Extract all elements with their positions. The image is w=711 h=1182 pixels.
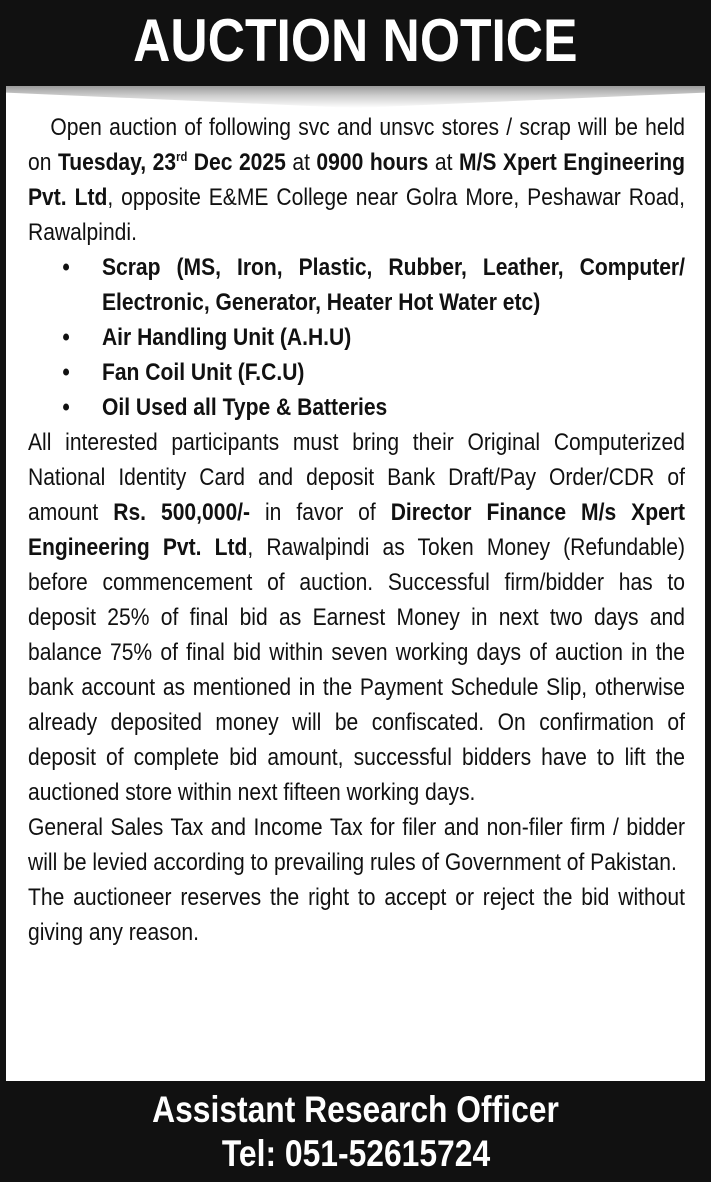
intro-text: at [428, 149, 459, 176]
list-item [28, 320, 685, 355]
auction-venue: M/S Xpert Engineering Pvt. Ltd [28, 149, 686, 211]
token-amount: Rs. 500,000/- [113, 499, 251, 526]
notice-footer [0, 1081, 711, 1182]
payee-name: Director Finance M/s Xpert Engineering Pvt. Ltd [28, 499, 686, 561]
intro-text: Open auction of following svc and unsvc stores / scrap will be held on [28, 114, 685, 176]
list-item-text: Oil Used all Type & Batteries [101, 394, 388, 421]
intro-text: , opposite E&ME College near Golra More, Peshawar Road, Rawalpindi. [28, 184, 685, 246]
item-list [28, 250, 685, 425]
list-item [28, 390, 685, 425]
notice-body [6, 86, 705, 1081]
officer-title: Assistant Research Officer [152, 1088, 559, 1130]
contact-phone: Tel: 051-52615724 [221, 1132, 490, 1174]
list-item [28, 355, 685, 390]
list-item-text: Scrap (MS, Iron, Plastic, Rubber, Leather, Computer/ Electronic, Generator, Heater Hot Water etc) [101, 254, 685, 316]
intro-text: at [285, 149, 317, 176]
header-shadow-divider [6, 86, 705, 108]
notice-title: AUCTION NOTICE [133, 6, 578, 74]
auction-day-suffix: rd [176, 148, 188, 164]
participants-paragraph [28, 425, 685, 810]
bullet-icon: • [62, 359, 70, 386]
auction-time: 0900 hours [316, 149, 429, 176]
tax-paragraph: General Sales Tax and Income Tax for filer and non-filer firm / bidder will be levied according to prevailing rules of Government of Pakistan. [28, 814, 685, 876]
notice-header [6, 0, 705, 86]
participants-text: in favor of [250, 499, 391, 526]
list-item-text: Air Handling Unit (A.H.U) [101, 324, 352, 351]
intro-paragraph [28, 110, 685, 250]
list-item [28, 250, 685, 320]
participants-text: All interested participants must bring their Original Computerized National Identity Card and deposit Bank Draft/Pay Order/CDR of amount [28, 429, 685, 526]
bullet-icon: • [62, 394, 70, 421]
participants-text: , Rawalpindi as Token Money (Refundable) before commencement of auction. Successful firm/bidder has to deposit 25% of final bid as Earnest Money in next two days and balance 75% of final bid within seven working days of auction in the bank account as mentioned in the Payment Schedule Slip, otherwise already deposited money will be confiscated. On confirmation of deposit of complete bid amount, successful bidders have to lift the auctioned store within next fifteen working days. [28, 534, 685, 806]
bullet-icon: • [62, 254, 70, 281]
auction-date: Dec 2025 [187, 149, 286, 176]
list-item-text: Fan Coil Unit (F.C.U) [101, 359, 305, 386]
reserve-paragraph: The auctioneer reserves the right to accept or reject the bid without giving any reason. [28, 884, 685, 946]
bullet-icon: • [62, 324, 70, 351]
auction-day: Tuesday, 23 [57, 149, 177, 176]
